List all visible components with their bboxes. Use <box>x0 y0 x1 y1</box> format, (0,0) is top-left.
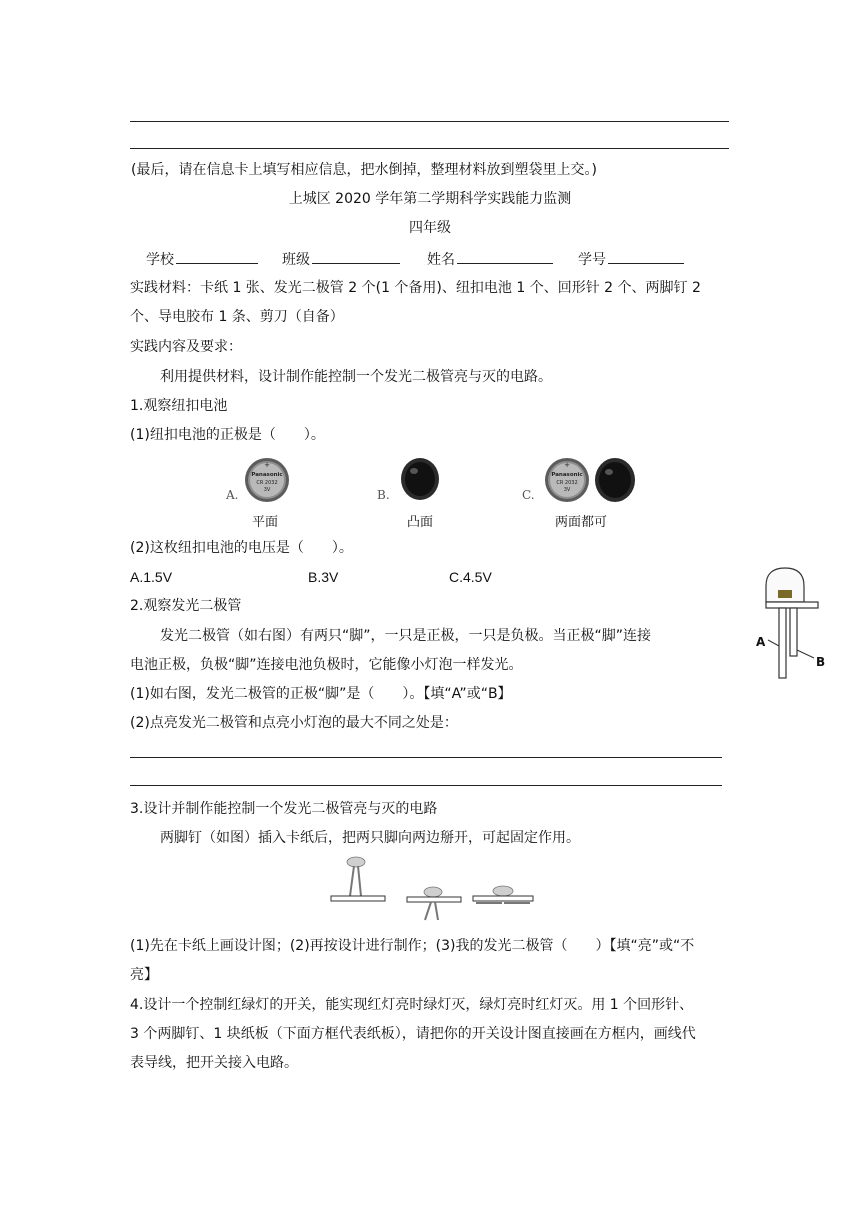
option-c-caption: 两面都可 <box>555 515 608 530</box>
battery-convex-face-image <box>400 457 440 501</box>
materials-line: 实践材料：卡纸 1 张、发光二极管 2 个(1 个备用)、纽扣电池 1 个、回形针 2 个、两脚钉 2 <box>130 280 701 296</box>
section4-question: 3 个两脚钉、1 块纸板（下面方框代表纸板），请把你的开关设计图直接画在方框内，画线代 <box>130 1026 696 1042</box>
battery-brand-text: Panasonic <box>251 472 283 478</box>
student-id-field <box>578 249 684 269</box>
led-diagram <box>752 566 832 684</box>
option-b-caption: 凸面 <box>407 515 434 530</box>
school-field <box>146 249 258 269</box>
svg-text:+: + <box>564 461 570 469</box>
option-b-letter: B. <box>377 488 390 502</box>
battery-model-text: CR 2032 <box>256 480 278 486</box>
section2-q1: (1)如右图，发光二极管的正极“脚”是（ ）。【填“A”或“B】 <box>130 686 512 702</box>
student-id-label: 学号 <box>578 252 606 268</box>
voltage-option-b: B.3V <box>308 569 339 585</box>
option-a-caption: 平面 <box>252 515 279 530</box>
answer-line <box>130 785 722 786</box>
section3-question: 亮】 <box>130 967 158 983</box>
voltage-option-a: A.1.5V <box>130 569 173 585</box>
section1-q1: (1)纽扣电池的正极是（ ）。 <box>130 427 325 443</box>
option-a-letter: A. <box>226 488 239 502</box>
battery-voltage-text: 3V <box>263 487 271 493</box>
student-id-blank[interactable] <box>608 249 684 264</box>
requirements-intro: 利用提供材料，设计制作能控制一个发光二极管亮与灭的电路。 <box>160 369 552 385</box>
section1-title: 1.观察纽扣电池 <box>130 398 228 414</box>
led-label-a: A <box>756 635 766 649</box>
section3-question: (1)先在卡纸上画设计图；(2)再按设计进行制作；(3)我的发光二极管（ ）【填“亮”或“不 <box>130 938 695 954</box>
brad-fastener-image-2 <box>406 886 462 924</box>
brad-fastener-image-3 <box>472 884 534 906</box>
section4-question: 4.设计一个控制红绿灯的开关，能实现红灯亮时绿灯灭，绿灯亮时红灯灭。用 1 个回形针、 <box>130 997 694 1013</box>
class-label: 班级 <box>282 252 310 268</box>
page-title: 上城区 2020 学年第二学期科学实践能力监测 <box>288 191 572 207</box>
svg-text:+: + <box>264 461 270 469</box>
materials-line: 个、导电胶布 1 条、剪刀（自备） <box>130 309 344 325</box>
name-blank[interactable] <box>457 249 553 264</box>
option-c-letter: C. <box>522 488 535 502</box>
class-blank[interactable] <box>312 249 400 264</box>
answer-line <box>130 757 722 758</box>
svg-text:Panasonic: Panasonic <box>551 472 583 478</box>
requirements-heading: 实践内容及要求： <box>130 339 242 355</box>
top-note: (最后，请在信息卡上填写相应信息，把水倒掉，整理材料放到塑袋里上交。) <box>131 162 597 178</box>
grade-label: 四年级 <box>409 220 451 236</box>
section2-paragraph: 电池正极，负极“脚”连接电池负极时，它能像小灯泡一样发光。 <box>130 657 523 673</box>
section2-q2: (2)点亮发光二极管和点亮小灯泡的最大不同之处是： <box>130 715 458 731</box>
answer-line <box>130 121 729 122</box>
answer-line <box>130 148 729 149</box>
name-field <box>427 249 553 269</box>
section2-paragraph: 发光二极管（如右图）有两只“脚”，一只是正极，一只是负极。当正极“脚”连接 <box>160 628 652 644</box>
class-field <box>282 249 400 269</box>
section1-q2: (2)这枚纽扣电池的电压是（ ）。 <box>130 540 353 556</box>
school-blank[interactable] <box>176 249 258 264</box>
section2-title: 2.观察发光二极管 <box>130 598 242 614</box>
section4-question: 表导线，把开关接入电路。 <box>130 1055 298 1071</box>
svg-text:CR 2032: CR 2032 <box>556 480 578 486</box>
brad-fastener-image-1 <box>330 856 386 904</box>
battery-flat-face-image <box>244 457 290 503</box>
section3-paragraph: 两脚钉（如图）插入卡纸后，把两只脚向两边掰开，可起固定作用。 <box>160 830 580 846</box>
voltage-option-c: C.4.5V <box>449 569 492 585</box>
name-label: 姓名 <box>427 252 455 268</box>
section3-title: 3.设计并制作能控制一个发光二极管亮与灭的电路 <box>130 801 438 817</box>
school-label: 学校 <box>146 252 174 268</box>
battery-both-faces-image <box>544 457 638 503</box>
svg-text:3V: 3V <box>563 487 571 493</box>
led-label-b: B <box>816 655 826 669</box>
